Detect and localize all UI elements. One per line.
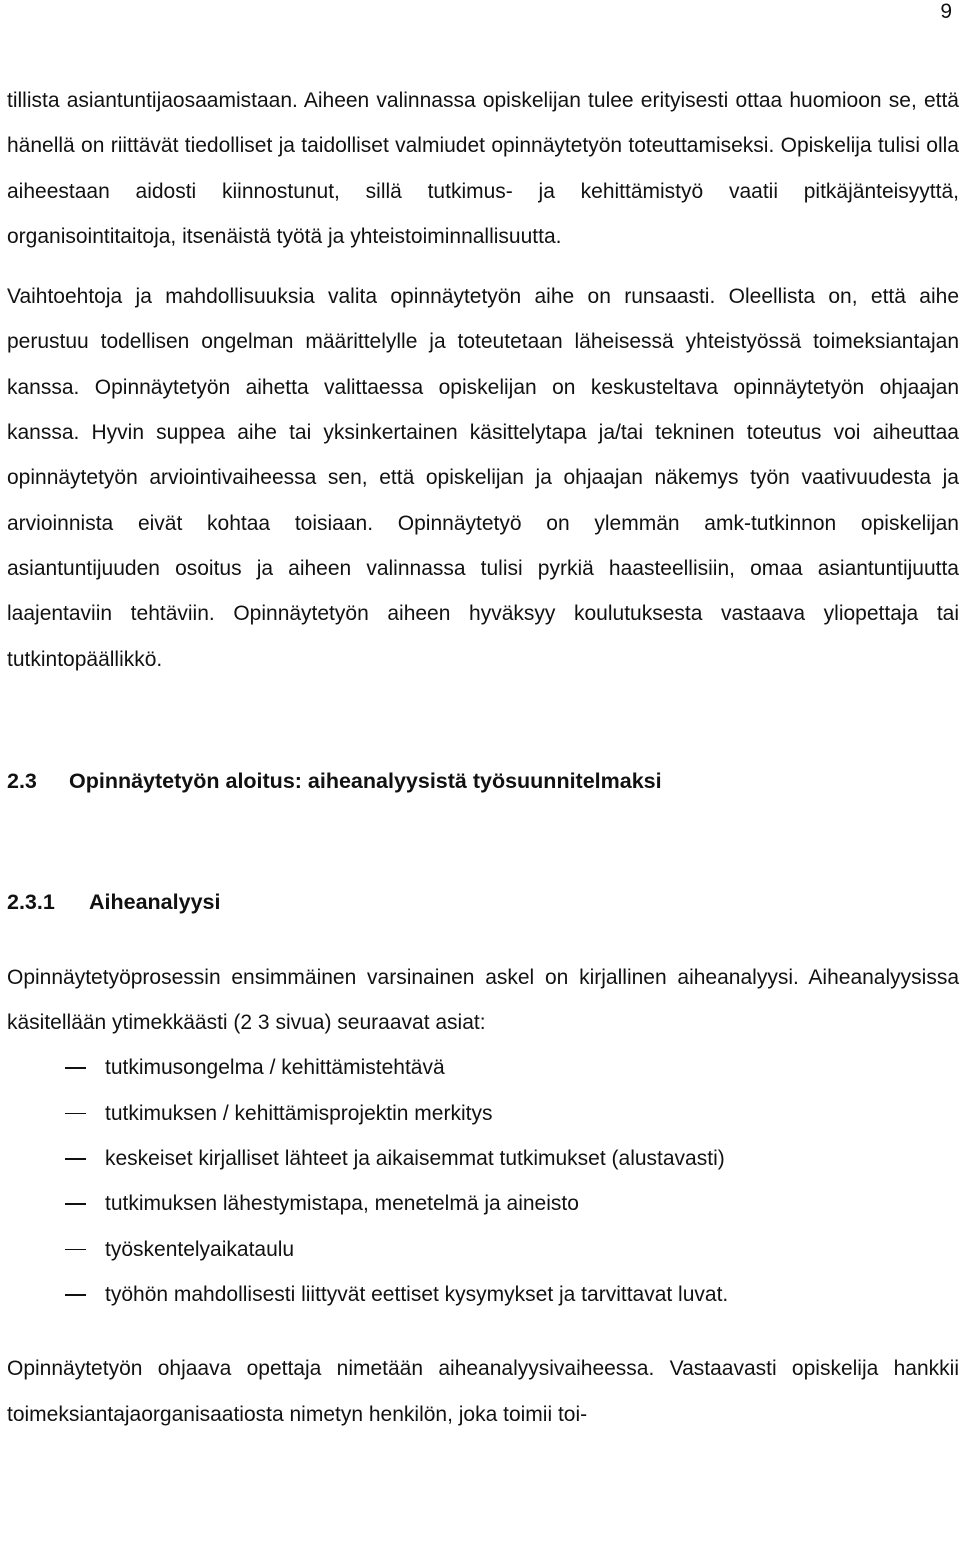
list-item: työhön mahdollisesti liittyvät eettiset kysymykset ja tarvittavat luvat.: [7, 1272, 959, 1317]
dash-bullet-icon: [65, 1067, 86, 1069]
dash-bullet-icon: [65, 1158, 86, 1160]
section-heading-2-3: [7, 759, 959, 804]
subsection-title: Aiheanalyysi: [89, 889, 221, 914]
list-item: keskeiset kirjalliset lähteet ja aikaisemmat tutkimukset (alustavasti): [7, 1136, 959, 1181]
list-item: tutkimusongelma / kehittämistehtävä: [7, 1045, 959, 1090]
section-number: 2.3: [7, 768, 37, 793]
dash-bullet-icon: [65, 1203, 86, 1205]
paragraph-topic-analysis: Opinnäytetyöprosessin ensimmäinen varsinainen askel on kirjallinen aiheanalyysi. Aiheanalyysissa käsitellään ytimekkäästi (2 3 sivua) seuraavat asiat:: [7, 965, 959, 1035]
paragraph-supervisor: Opinnäytetyön ohjaava opettaja nimetään aiheanalyysivaiheessa. Vastaavasti opiskelija hankkii toimeksiantajaorganisaatiosta nimetyn henkilön, joka toimii toi-: [7, 1357, 959, 1426]
topic-analysis-list: [7, 1045, 959, 1317]
section-heading-2-3-1: [7, 880, 959, 925]
paragraph-topic-options: Vaihtoehtoja ja mahdollisuuksia valita opinnäytetyön aihe on runsaasti. Oleellista on, että aihe perustuu todellisen ongelman määrittelylle ja toteutetaan läheisessä yhteistyössä toimeksiantajan kanssa. Opinnäytetyön aihetta valittaessa opiskelijan on keskusteltava opinnäytetyön ohjaajan kanssa. Hyvin suppea aihe tai yksinkertainen käsittelytapa ja/tai tekninen toteutus voi aiheuttaa opinnäytetyön arviointivaiheessa sen, että opiskelijan ja ohjaajan näkemys työn vaativuudesta ja arvioinnista eivät kohtaa toisiaan. Opinnäytetyö on ylemmän amk-tutkinnon opiskelijan asiantuntijuuden osoitus ja aiheen valinnassa tulisi pyrkiä haasteellisiin, omaa asiantuntijuutta laajentaviin tehtäviin. Opinnäytetyön aiheen hyväksyy koulutuksesta vastaava yliopettaja tai tutkintopäällikkö.: [7, 285, 959, 671]
page-number: 9: [940, 0, 952, 23]
dash-bullet-icon: [65, 1294, 86, 1296]
dash-bullet-icon: [65, 1249, 86, 1251]
list-item: työskentelyaikataulu: [7, 1227, 959, 1272]
subsection-number: 2.3.1: [7, 889, 55, 914]
document-body: [7, 78, 959, 1437]
paragraph-topic-choice: tillista asiantuntijaosaamistaan. Aiheen valinnassa opiskelijan tulee erityisesti ottaa huomioon se, että hänellä on riittävät tiedolliset ja taidolliset valmiudet opinnäytetyön toteuttamiseksi. Opiskelija tulisi olla aiheestaan aidosti kiinnostunut, sillä tutkimus- ja kehittämistyö vaatii pitkäjänteisyyttä, organisointitaitoja, itsenäistä työtä ja yhteistoiminnallisuutta.: [7, 89, 959, 248]
list-item: tutkimuksen lähestymistapa, menetelmä ja aineisto: [7, 1181, 959, 1226]
section-title: Opinnäytetyön aloitus: aiheanalyysistä työsuunnitelmaksi: [69, 768, 662, 793]
dash-bullet-icon: [65, 1113, 86, 1115]
list-item: tutkimuksen / kehittämisprojektin merkitys: [7, 1091, 959, 1136]
